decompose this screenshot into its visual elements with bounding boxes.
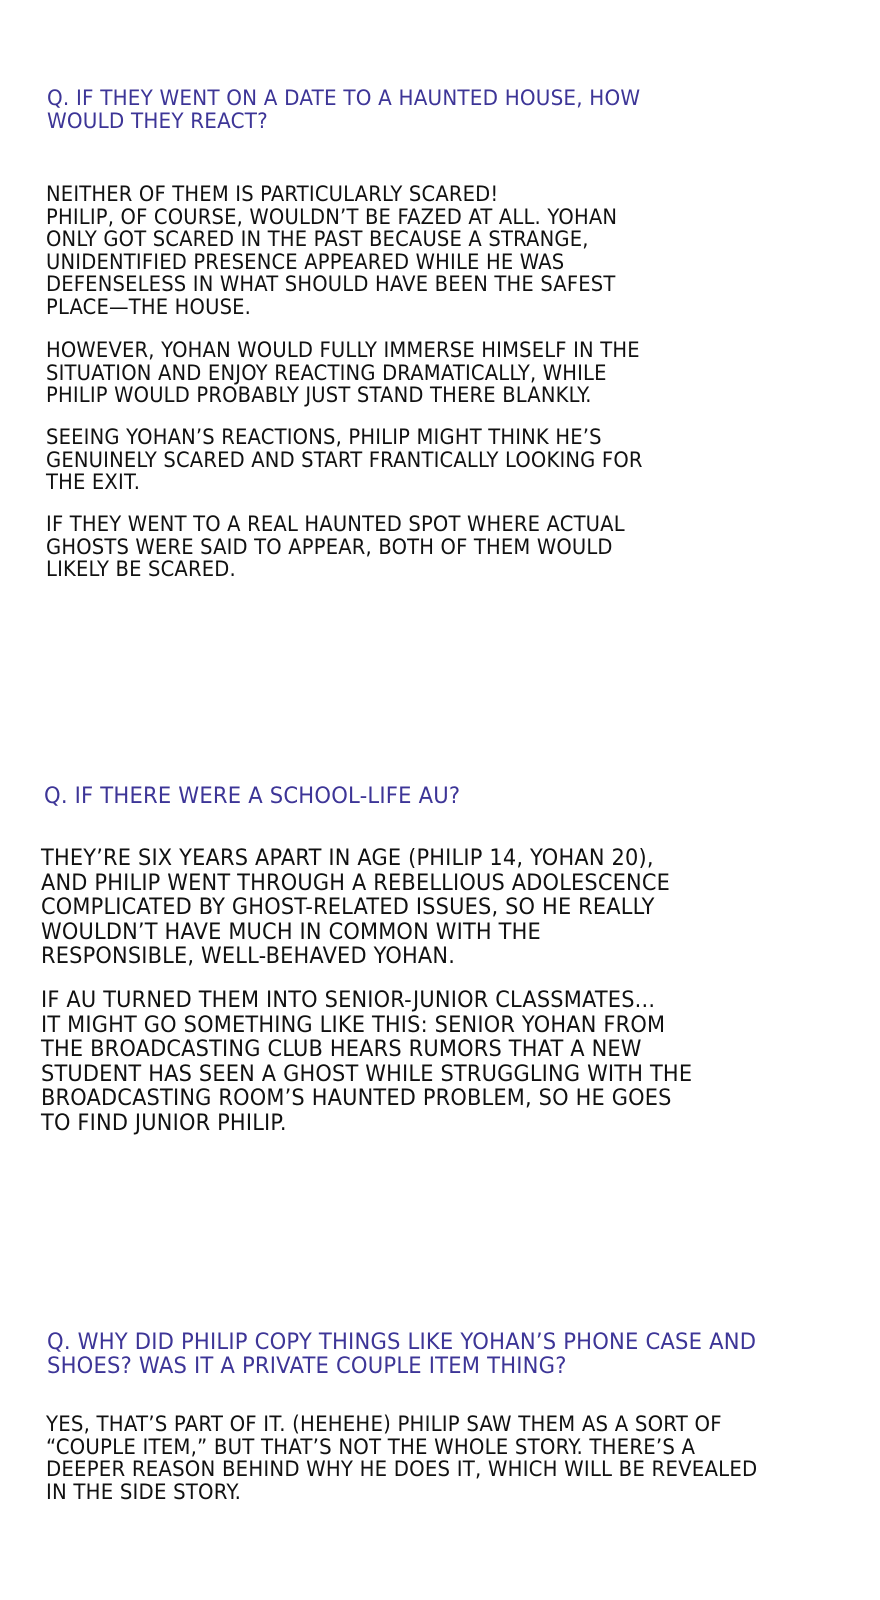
- answer-line: DEEPER REASON BEHIND WHY HE DOES IT, WHICH WILL BE REVEALED: [46, 1457, 758, 1481]
- answer-line: “COUPLE ITEM,” BUT THAT’S NOT THE WHOLE STORY. THERE’S A: [46, 1434, 696, 1459]
- question-heading: [44, 785, 460, 808]
- question-line: WOULD THEY REACT?: [47, 109, 268, 133]
- question-line: Q. IF THERE WERE A SCHOOL-LIFE AU?: [44, 784, 461, 809]
- answer-line: PLACE—THE HOUSE.: [46, 294, 252, 319]
- question-line: Q. IF THEY WENT ON A DATE TO A HAUNTED HOUSE, HOW: [47, 86, 641, 110]
- answer-line: SITUATION AND ENJOY REACTING DRAMATICALLY, WHILE: [46, 360, 607, 385]
- answer-paragraph: [46, 339, 640, 407]
- answer-line: AND PHILIP WENT THROUGH A REBELLIOUS ADOLESCENCE: [41, 870, 671, 896]
- answer-line: SEEING YOHAN’S REACTIONS, PHILIP MIGHT THINK HE’S: [46, 425, 602, 449]
- answer-paragraph: [41, 989, 692, 1136]
- answer-line: THEY’RE SIX YEARS APART IN AGE (PHILIP 14, YOHAN 20),: [41, 846, 654, 871]
- question-heading: [47, 1331, 756, 1379]
- question-heading: [47, 87, 640, 133]
- answer-line: YES, THAT’S PART OF IT. (HEHEHE) PHILIP SAW THEM AS A SORT OF: [46, 1412, 722, 1436]
- question-line: SHOES? WAS IT A PRIVATE COUPLE ITEM THING?: [47, 1354, 567, 1379]
- answer-line: PHILIP WOULD PROBABLY JUST STAND THERE BLANKLY.: [46, 383, 592, 407]
- answer-line: DEFENSELESS IN WHAT SHOULD HAVE BEEN THE SAFEST: [46, 272, 616, 296]
- answer-line: THE EXIT.: [46, 470, 141, 494]
- answer-paragraph: [41, 847, 670, 970]
- answer-line: IF AU TURNED THEM INTO SENIOR-JUNIOR CLASSMATES...: [41, 988, 656, 1013]
- answer-line: GHOSTS WERE SAID TO APPEAR, BOTH OF THEM WOULD: [46, 534, 613, 559]
- answer-line: IF THEY WENT TO A REAL HAUNTED SPOT WHERE ACTUAL: [46, 512, 625, 536]
- answer-line: STUDENT HAS SEEN A GHOST WHILE STRUGGLING WITH THE: [41, 1061, 693, 1087]
- answer-paragraph: [46, 513, 625, 581]
- answer-line: ONLY GOT SCARED IN THE PAST BECAUSE A STRANGE,: [46, 227, 589, 251]
- answer-line: NEITHER OF THEM IS PARTICULARLY SCARED!: [46, 182, 499, 206]
- answer-line: TO FIND JUNIOR PHILIP.: [41, 1110, 287, 1136]
- answer-line: RESPONSIBLE, WELL-BEHAVED YOHAN.: [41, 944, 456, 969]
- answer-paragraph: [46, 1413, 757, 1503]
- answer-line: GENUINELY SCARED AND START FRANTICALLY LOOKING FOR: [46, 447, 643, 472]
- answer-line: THE BROADCASTING CLUB HEARS RUMORS THAT A NEW: [41, 1037, 642, 1062]
- answer-line: IN THE SIDE STORY.: [46, 1479, 242, 1504]
- answer-line: UNIDENTIFIED PRESENCE APPEARED WHILE HE WAS: [46, 249, 565, 274]
- answer-line: BROADCASTING ROOM’S HAUNTED PROBLEM, SO HE GOES: [41, 1086, 672, 1111]
- answer-line: WOULDN’T HAVE MUCH IN COMMON WITH THE: [41, 919, 541, 945]
- answer-line: PHILIP, OF COURSE, WOULDN’T BE FAZED AT ALL. YOHAN: [46, 204, 618, 229]
- answer-line: HOWEVER, YOHAN WOULD FULLY IMMERSE HIMSELF IN THE: [46, 338, 640, 362]
- answer-paragraph: [46, 183, 617, 318]
- answer-line: LIKELY BE SCARED.: [46, 557, 236, 581]
- question-line: Q. WHY DID PHILIP COPY THINGS LIKE YOHAN’S PHONE CASE AND: [47, 1330, 757, 1355]
- answer-line: IT MIGHT GO SOMETHING LIKE THIS: SENIOR YOHAN FROM: [41, 1012, 666, 1038]
- answer-line: COMPLICATED BY GHOST-RELATED ISSUES, SO HE REALLY: [41, 895, 655, 920]
- answer-paragraph: [46, 426, 643, 494]
